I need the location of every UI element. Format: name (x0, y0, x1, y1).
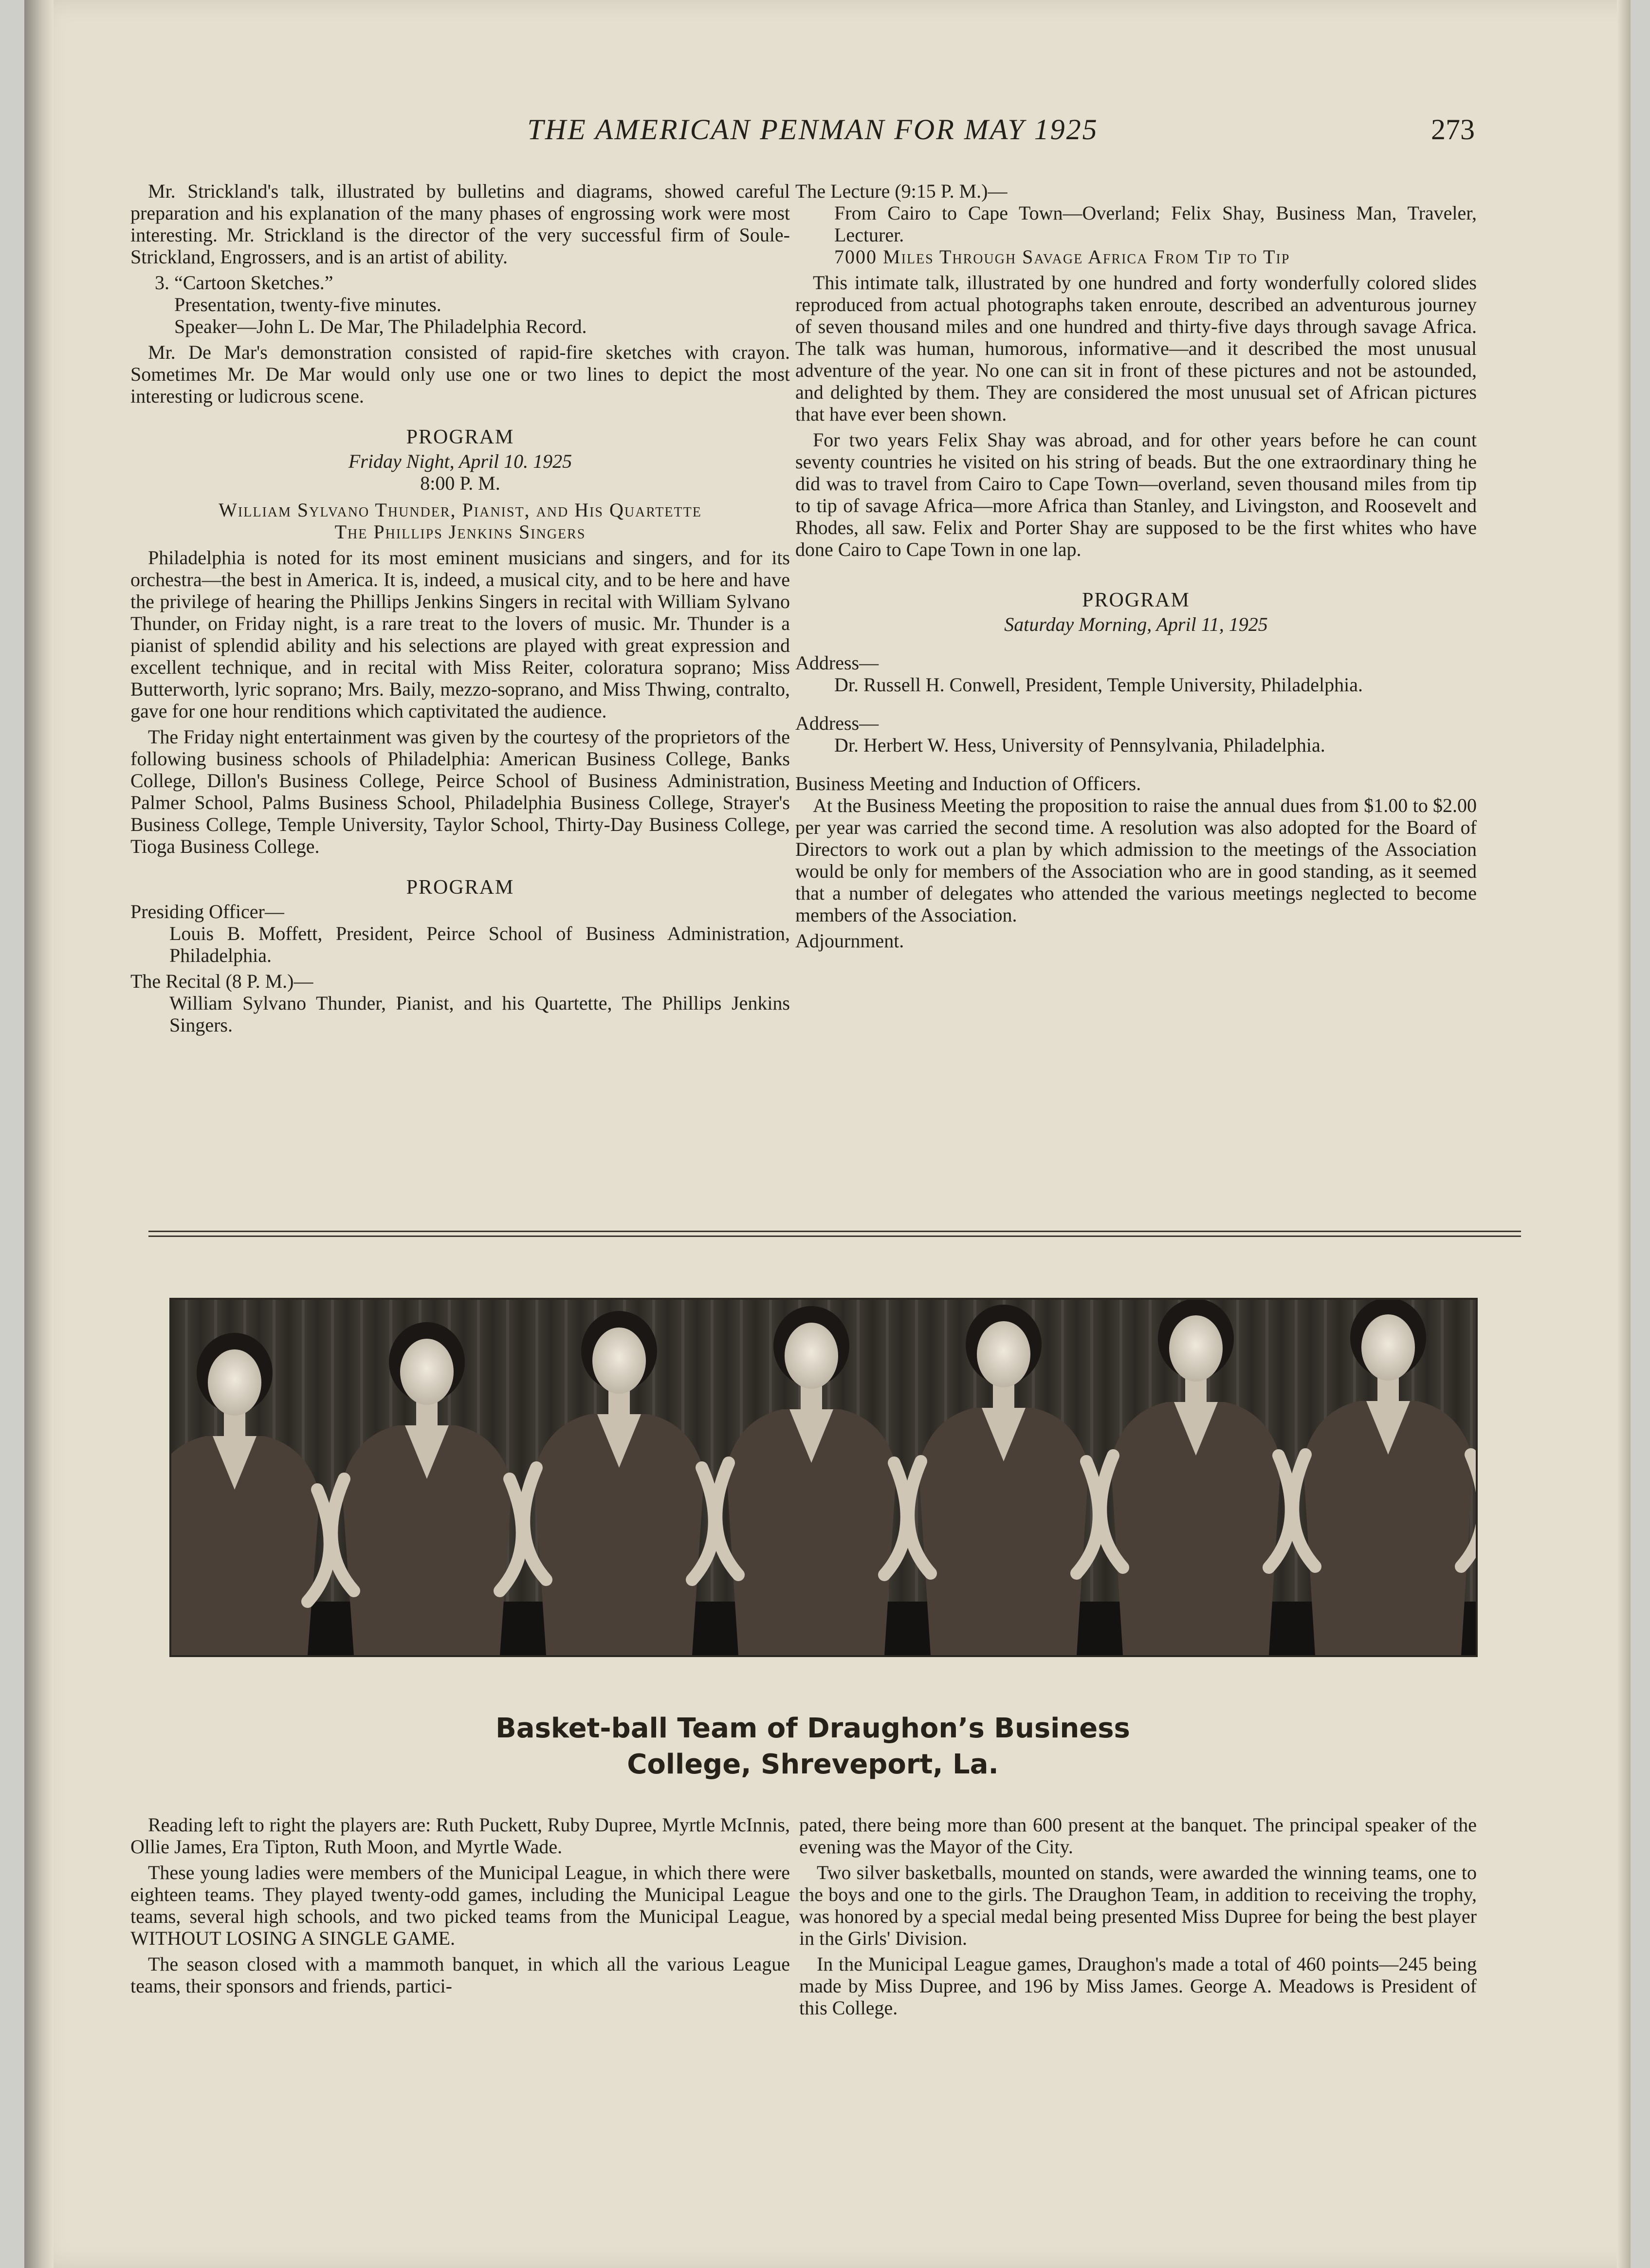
paragraph: Dr. Herbert W. Hess, University of Pennsylvania, Philadelphia. (834, 734, 1325, 756)
paragraph: Louis B. Moffett, President, Peirce School of Business Administration, Philadelphia. (169, 922, 790, 966)
magazine-page (24, 0, 1631, 2268)
paragraph: William Sylvano Thunder, Pianist, and his Quartette, The Phillips Jenkins Singers. (169, 992, 790, 1036)
paragraph: Business Meeting and Induction of Officers. (795, 773, 1141, 794)
paragraph: The Friday night entertainment was given by the courtesy of the proprietors of the following business schools of Philadelphia: American Business College, Banks College, Dillon's Business College, Peirce School of Business Administration, Palmer School, Palms Business School, Philadelphia Business College, Strayer's Business College, Temple University, Taylor School, Thirty-Day Business College, Tioga Business College. (130, 726, 790, 857)
performer-line: William Sylvano Thunder, Pianist, and His Quartette (219, 499, 702, 521)
divider-rule (148, 1231, 1521, 1232)
paragraph: Address— (795, 712, 879, 734)
caption-line: Basket-ball Team of Draughon’s Business (495, 1713, 1130, 1744)
left-column-top (130, 180, 790, 1040)
program-date: Saturday Morning, April 11, 1925 (1004, 613, 1268, 635)
paragraph: The Recital (8 P. M.)— (130, 970, 313, 992)
lecture-title: 7000 Miles Through Savage Africa From Tip to Tip (834, 246, 1290, 268)
paragraph: pated, there being more than 600 present at the banquet. The principal speaker of the evening was the Mayor of the City. (799, 1814, 1477, 1858)
photo-caption (365, 1711, 1261, 1783)
paragraph: Mr. De Mar's demonstration consisted of rapid-fire sketches with crayon. Sometimes Mr. De Mar would only use one or two lines to depict the most interesting or ludicrous scene. (130, 341, 790, 407)
caption-line: College, Shreveport, La. (627, 1749, 999, 1780)
page-number: 273 (1431, 113, 1475, 146)
paragraph: This intimate talk, illustrated by one hundred and forty wonderfully colored slides reproduced from actual photographs taken enroute, described an adventurous journey of seven thousand miles and one hundred and thirty-five days through savage Africa. The talk was human, humorous, informative—and it described the most unusual adventure of the year. No one can sit in front of these pictures and not be astounded, and delighted by them. They are considered the most unusual set of African pictures that have ever been shown. (795, 272, 1477, 425)
program-heading: PROGRAM (406, 426, 514, 448)
paragraph: Dr. Russell H. Conwell, President, Temple University, Philadelphia. (834, 674, 1363, 696)
paragraph: Philadelphia is noted for its most eminent musicians and singers, and for its orchestra—the best in America. It is, indeed, a musical city, and to be here and have the privilege of hearing the Phillips Jenkins Singers in recital with William Sylvano Thunder, on Friday night, is a rare treat to the lovers of music. Mr. Thunder is a pianist of splendid ability and his selections are played with great expression and excellent technique, and in recital with Miss Reiter, coloratura soprano; Miss Butterworth, lyric soprano; Mrs. Baily, mezzo-soprano, and Miss Thwing, contralto, gave for one hour renditions which captivitated the audience. (130, 547, 790, 722)
paragraph: Presiding Officer— (130, 901, 284, 922)
performer-line: The Phillips Jenkins Singers (334, 521, 586, 543)
paragraph: Mr. Strickland's talk, illustrated by bulletins and diagrams, showed careful preparation and his explanation of the many phases of engrossing work were most interesting. Mr. Strickland is the director of the very successful firm of Soule-Strickland, Engrossers, and is an artist of ability. (130, 180, 790, 268)
right-column-top (795, 180, 1477, 956)
paragraph: Reading left to right the players are: Ruth Puckett, Ruby Dupree, Myrtle McInnis, Ollie James, Era Tipton, Ruth Moon, and Myrtle Wade. (130, 1814, 790, 1858)
team-photograph (169, 1298, 1478, 1657)
running-head (151, 113, 1475, 152)
paragraph: The season closed with a mammoth banquet, in which all the various League teams, their sponsors and friends, partici- (130, 1953, 790, 1997)
running-title: THE AMERICAN PENMAN FOR MAY 1925 (527, 113, 1099, 146)
paragraph: The Lecture (9:15 P. M.)— (795, 180, 1008, 202)
paragraph: These young ladies were members of the Municipal League, in which there were eighteen teams. They played twenty-odd games, including the Municipal League teams, several high schools, and two picked teams from the Municipal League, WITHOUT LOSING A SINGLE GAME. (130, 1862, 790, 1949)
paragraph: From Cairo to Cape Town—Overland; Felix Shay, Business Man, Traveler, Lecturer. (834, 202, 1477, 246)
right-column-bottom (799, 1814, 1477, 2023)
page-edge (1617, 0, 1631, 2268)
divider-rule (148, 1235, 1521, 1237)
paragraph: Adjournment. (795, 930, 904, 952)
program-time: 8:00 P. M. (420, 472, 500, 494)
paragraph: For two years Felix Shay was abroad, and for other years before he can count seventy countries he visited on his string of beads. But the one extraordinary thing he did was to travel from Cairo to Cape Town—overland, seven thousand miles from tip to tip of savage Africa—more Africa than Stanley, and Livingston, and Roosevelt and Rhodes, all saw. Felix and Porter Shay are supposed to be the first whites who have done Cairo to Cape Town in one lap. (795, 429, 1477, 560)
page-binding (24, 0, 54, 2268)
left-column-bottom (130, 1814, 790, 2001)
program-heading: PROGRAM (406, 876, 514, 899)
list-item: 3. “Cartoon Sketches.” (155, 272, 333, 294)
paragraph: At the Business Meeting the proposition to raise the annual dues from $1.00 to $2.00 per year was carried the second time. A resolution was also adopted for the Board of Directors to work out a plan by which admission to the meetings of the Association would be only for members of the Association who are in good standing, as it seemed that a number of delegates who attended the various meetings neglected to become members of the Association. (795, 794, 1477, 926)
paragraph: Address— (795, 652, 879, 674)
paragraph: Speaker—John L. De Mar, The Philadelphia Record. (174, 315, 587, 337)
program-date: Friday Night, April 10. 1925 (348, 450, 572, 472)
team-photo-illustration (171, 1300, 1476, 1655)
paragraph: Presentation, twenty-five minutes. (174, 294, 441, 315)
program-heading: PROGRAM (1082, 589, 1190, 611)
paragraph: Two silver basketballs, mounted on stands, were awarded the winning teams, one to the boys and one to the girls. The Draughon Team, in addition to receiving the trophy, was honored by a special medal being presented Miss Dupree for being the best player in the Girls' Division. (799, 1862, 1477, 1949)
paragraph: In the Municipal League games, Draughon's made a total of 460 points—245 being made by Miss Dupree, and 196 by Miss James. George A. Meadows is President of this College. (799, 1953, 1477, 2019)
